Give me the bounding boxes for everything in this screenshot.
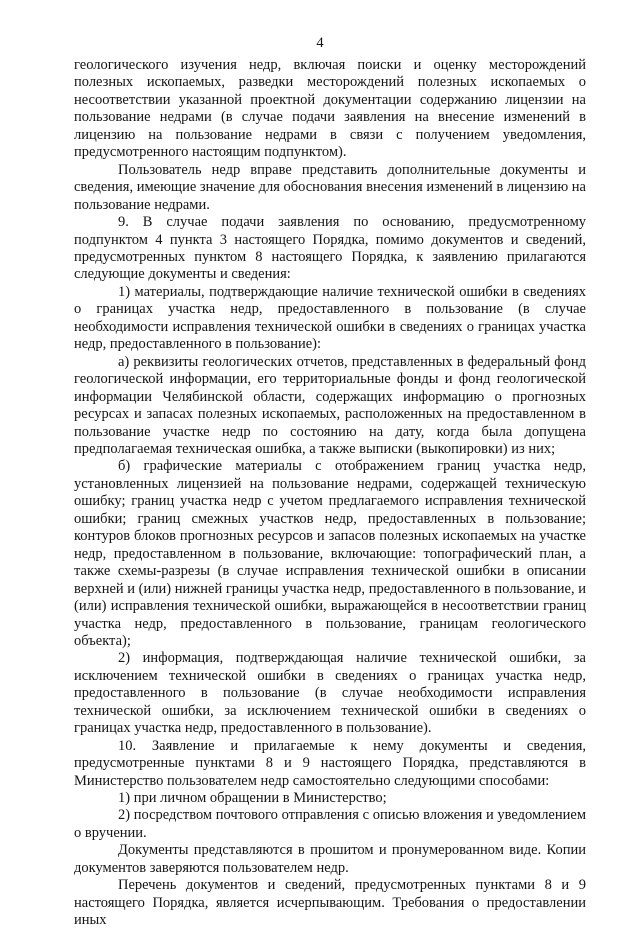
page-number: 4 xyxy=(316,35,324,51)
paragraph-10-item-1: 1) при личном обращении в Министерство; xyxy=(118,790,387,807)
paragraph-9: 9. В случае подачи заявления по основанию, предусмотренному подпунктом 4 пункта 3 настоящего Порядка, помимо документов и сведений, предусмотренных пунктом 8 настоящего Порядка, к заявлению прилагаются следующие документы и сведения: xyxy=(74,214,586,283)
paragraph-9-item-1a: а) реквизиты геологических отчетов, представленных в федеральный фонд геологической информации, его территориальные фонды и фонд геологической информации Челябинской области, содержащих информацию о прогнозных ресурсах и запасах полезных ископаемых, расположенных на предоставленном в пользование участке недр по состоянию на дату, когда была допущена предполагаемая техническая ошибка, а также выписки (выкопировки) из них; xyxy=(74,353,586,457)
paragraph-9-item-1b: б) графические материалы с отображением границ участка недр, установленных лицензией на пользование недрами, содержащей техническую ошибку; границ участка недр с учетом предлагаемого исправления технической ошибки; границ смежных участков недр, предоставленных в пользование; контуров блоков прогнозных ресурсов и запасов полезных ископаемых на участке недр, предоставленном в пользование, включающие: топографический план, а также схемы-разрезы (в случае исправления технической ошибки в описании верхней и (или) нижней границы участка недр, предоставленного в пользование, и (или) исправления технической ошибки, выражающейся в несоответствии границ участка недр, предоставленного в пользование, границам геологического объекта); xyxy=(74,458,586,649)
paragraph-10: 10. Заявление и прилагаемые к нему документы и сведения, предусмотренные пунктами 8 и 9 настоящего Порядка, представляются в Министерство пользователем недр самостоятельно следующими способами: xyxy=(74,737,586,789)
paragraph-documents-format: Документы представляются в прошитом и пронумерованном виде. Копии документов заверяются пользователем недр. xyxy=(74,842,586,876)
paragraph-9-item-2: 2) информация, подтверждающая наличие технической ошибки, за исключением технической ошибки в сведениях о границах участка недр, предоставленного в пользование (в случае необходимости исправления технической ошибки, за исключением технической ошибки в сведениях о границах участка недр, предоставленного в пользование). xyxy=(74,650,586,737)
document-body xyxy=(74,57,586,930)
paragraph-9-item-1: 1) материалы, подтверждающие наличие технической ошибки в сведениях о границах участка недр, предоставленного в пользование (в случае необходимости исправления технической ошибки в сведениях о границах участка недр, предоставленного в пользование): xyxy=(74,283,586,353)
paragraph-continuation: геологического изучения недр, включая поиски и оценку месторождений полезных ископаемых, разведки месторождений полезных ископаемых о несоответствии указанной проектной документации содержанию лицензии на пользование недрами (в случае подачи заявления на внесение изменений в лицензию на пользование недрами в связи с получением уведомления, предусмотренного настоящим подпунктом). xyxy=(74,57,586,161)
paragraph-additional-documents: Пользователь недр вправе представить дополнительные документы и сведения, имеющие значение для обоснования внесения изменений в лицензию на пользование недрами. xyxy=(74,161,586,213)
paragraph-exhaustive-list: Перечень документов и сведений, предусмотренных пунктами 8 и 9 настоящего Порядка, является исчерпывающим. Требования о предоставлении иных xyxy=(74,877,586,929)
paragraph-10-item-2: 2) посредством почтового отправления с описью вложения и уведомлением о вручении. xyxy=(74,807,586,841)
